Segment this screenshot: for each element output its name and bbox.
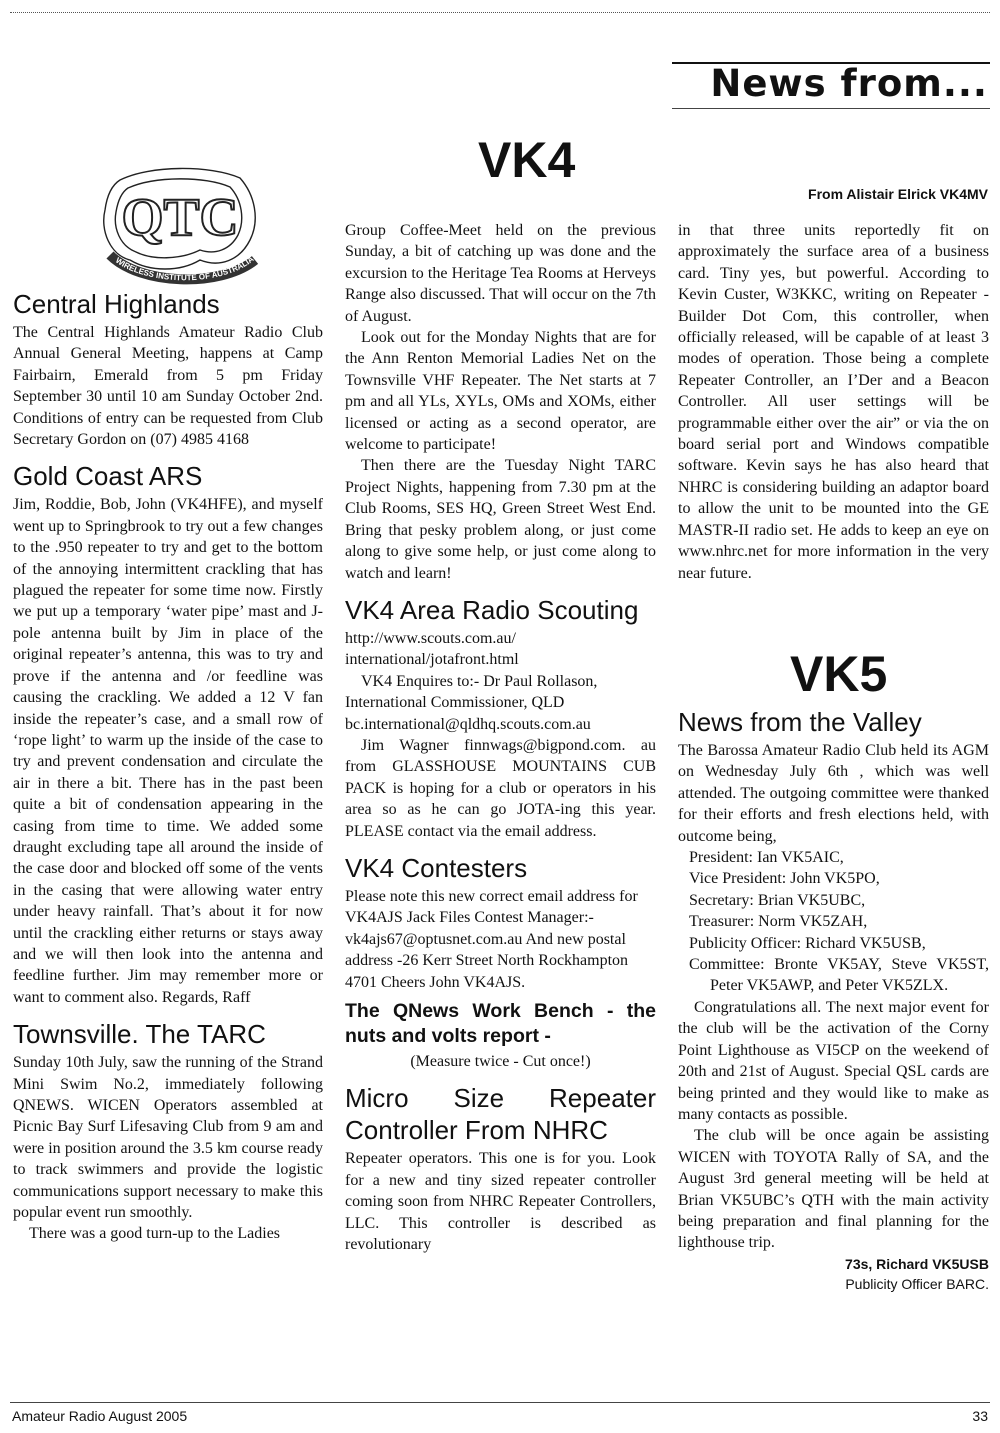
signature-name: 73s, Richard VK5USB [845,1255,989,1272]
gold-coast-heading: Gold Coast ARS [13,461,203,492]
nhrc-continued-text: in that three units reportedly fit on approximately the surface area of a business card. Tiny yes, but powerful. According to Kevin Custer, W3KKC, writing on Repeater - Builder Dot Com, this controller, when officially released, will be capable of at least 3 modes of operation. Those being a complete Repeater Controller, an I’Der and a Beacon Controller. All user settings will be programmable either over the air” or via the on board serial port and Windows compatible software. Kevin says he has also heard that NHRC is considering building an adaptor board to allow the unit to be mounted into the GE MASTR-II radio set. He adds to keep an eye on www.nhrc.net for more information in the very near future. [678,222,989,582]
header-underline [672,108,990,109]
page-number: 33 [972,1408,988,1424]
column-1 [13,282,323,1245]
central-highlands-heading: Central Highlands [13,289,220,319]
valley-text: The Barossa Amateur Radio Club held its AGM on Wednesday July 6th , which was well attended. The outgoing committee were thanked for their efforts and fresh elections held, with outcome being, [678,742,989,845]
column-3 [678,220,989,584]
news-from-heading: News from... [710,62,988,105]
wia-qtc-logo [80,160,280,290]
micro-repeater-text: Repeater operators. This one is for you. Look for a new and tiny sized repeater controller coming soon from NHRC Repeater Controllers, LLC. This controller is described as revolutionary [345,1150,656,1254]
micro-repeater-heading: Micro Size Repeater Controller From NHRC [345,1083,656,1146]
monday-nights-text: Look out for the Monday Nights that are for the Ann Renton Memorial Ladies Net on the Townsville VHF Repeater. The Net starts at 7 pm and all YLs, XYLs, OMs and XOMs, either licensed or acting as a second operator, are welcome to participate! [345,329,656,454]
tarc-continued-text: Group Coffee-Meet held on the previous Sunday, a bit of catching up was done and the excursion to the Heritage Tea Rooms at Herveys Range also discussed. That will occur on the 7th of August. [345,222,656,325]
townsville-heading: Townsville. The TARC [13,1019,266,1050]
wicen-text: The club will be once again be assisting WICEN with TOYOTA Rally of SA, and the August 3rd general meeting will be held at Brian VK5UBC’s QTH with the main activity being preparation and final planning for the lighthouse trip. [678,1127,989,1252]
qnews-subtitle: (Measure twice - Cut once!) [410,1053,591,1070]
officer-item: Treasurer: Norm VK5ZAH, [689,913,868,931]
vk4-byline: From Alistair Elrick VK4MV [808,186,988,202]
townsville-text-1: Sunday 10th July, saw the running of the Strand Mini Swim No.2, immediately following QNEWS. WICEN Operators assembled at Picnic Bay Surf Lifesaving Club from 9 am and were in position around the 3.5 km course ready to track swimmers and provide the logistic communications support necessary to make this popular event run smoothly. [13,1054,323,1222]
officer-item: Vice President: John VK5PO, [689,870,880,888]
footer-publication: Amateur Radio August 2005 [12,1408,188,1424]
scouting-heading: VK4 Area Radio Scouting [345,594,639,625]
vk4-title: VK4 [478,132,576,188]
logo-ring-text: WIRELESS INSTITUTE OF AUSTRALIA [113,254,256,283]
signature-role: Publicity Officer BARC. [845,1275,989,1292]
qnews-workbench-heading: The QNews Work Bench - the nuts and volts report - [345,1000,656,1047]
committee-item: Committee: Bronte VK5AY, Steve VK5ST, Peter VK5AWP, and Peter VK5ZLX. [689,956,989,995]
officer-item: President: Ian VK5AIC, [689,849,844,867]
gold-coast-text: Jim, Roddie, Bob, John (VK4HFE), and myself went up to Springbrook to try out a few changes to the .950 repeater to try and get to the bottom of the annoying intermittent crackling that has plagued the repeater for some time now. Firstly we put up a temporary ‘water pipe’ mast and J-pole antenna built by Jim in place of the original repeater’s antenna, this was to try and prove if the antenna and /or feedline was causing the crackling. We added a 12 V fan inside the repeater’s case, and a small row of ‘rope light’ to warm up the inside of the case to try and prevent condensation and circulate the air in there a bit. There has in the past been quite a bit of condensation appearing in the casing from time to time. We added some draught excluding tape all around the inside of the case door and blocked off some of the vents in the casing that were allowing water entry under heavy rainfall. That’s about it for now until the crackling either returns or stays away and we will then look into the antenna and feedline further. Jim may remember more or want to comment also. Regards, Raff [13,496,323,1006]
contesters-heading: VK4 Contesters [345,852,528,883]
footer-rule [10,1402,990,1403]
column-3-vk5 [678,706,989,1294]
contesters-text: Please note this new correct email address for VK4AJS Jack Files Contest Manager:- vk4ajs67@optusnet.com.au And new postal address -26 Kerr Street North Rockhampton 4701 Cheers John VK4AJS. [345,887,638,991]
column-2 [345,220,656,1255]
scouting-cub-pack: Jim Wagner finnwags@bigpond.com. au from GLASSHOUSE MOUNTAINS CUB PACK is hoping for a club or operators in his area so as he can go JOTA-ing this year. PLEASE contact via the email address. [345,736,656,840]
central-highlands-text: The Central Highlands Amateur Radio Club Annual General Meeting, happens at Camp Fairbairn, Emerald from 5 pm Friday September 30 until 10 am Sunday October 2nd. Conditions of entry can be requested from Club Secretary Gordon on (07) 4985 4168 [13,324,323,449]
scouting-url: http://www.scouts.com.au/ international/jotafront.html [345,629,519,669]
top-rule [10,12,990,13]
valley-heading: News from the Valley [678,707,922,737]
tuesday-nights-text: Then there are the Tuesday Night TARC Project Nights, happening from 7.30 pm at the Club Rooms, SES HQ, Green Street West End. Bring that pesky problem along, or just come along to give some help, or just come along to watch and learn! [345,457,656,582]
officer-item: Publicity Officer: Richard VK5USB, [689,934,926,952]
logo-letters: QTC [121,187,239,247]
townsville-text-2: There was a good turn-up to the Ladies [29,1225,281,1243]
vk5-title: VK5 [790,646,888,702]
officer-item: Secretary: Brian VK5UBC, [689,891,866,909]
congratulations-text: Congratulations all. The next major event for the club will be the activation of the Corny Point Lighthouse as VI5CP on the weekend of 20th and 21st of August. Special QSL cards are being printed and they would like to make as many contacts as possible. [678,998,989,1123]
scouting-enquiries: VK4 Enquires to:- Dr Paul Rollason, International Commissioner, QLD bc.international@qldhq.scouts.com.au [345,672,598,733]
officer-list [678,847,989,997]
